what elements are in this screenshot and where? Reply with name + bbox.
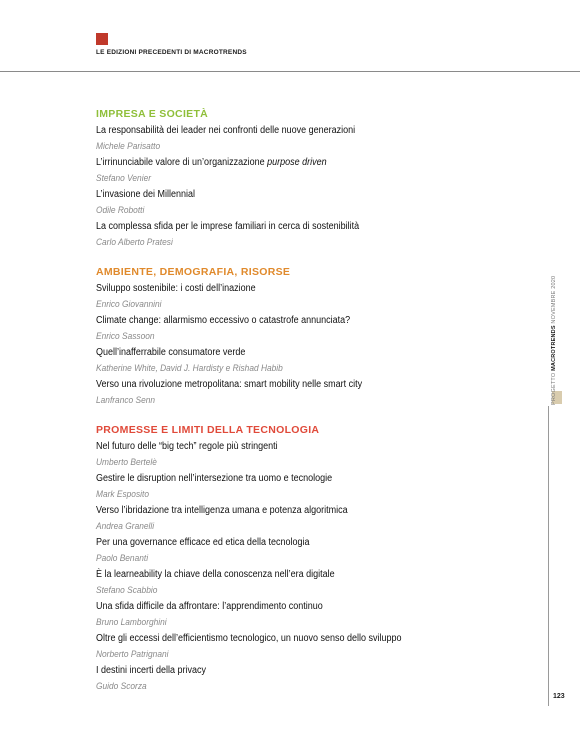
footer-brand: MACROTRENDS (551, 325, 557, 371)
article-author: Mark Esposito (96, 489, 149, 500)
article-title: Climate change: allarmismo eccessivo o catastrofe annunciata? (96, 315, 351, 326)
article-title: Verso l’ibridazione tra intelligenza umana e potenza algoritmica (96, 505, 348, 516)
table-of-contents (96, 107, 536, 709)
article-title: È la learneability la chiave della conoscenza nell’era digitale (96, 569, 335, 580)
article-title: Una sfida difficile da affrontare: l’apprendimento continuo (96, 601, 323, 612)
article-title: La responsabilità dei leader nei confronti delle nuove generazioni (96, 125, 356, 136)
article-author: Umberto Bertelè (96, 457, 157, 468)
running-footer (551, 276, 557, 405)
article-title: La complessa sfida per le imprese familiari in cerca di sostenibilità (96, 221, 360, 232)
article-author: Guido Scorza (96, 681, 147, 692)
section-title: IMPRESA E SOCIETÀ (96, 108, 209, 120)
header-divider (0, 71, 580, 72)
section-title: AMBIENTE, DEMOGRAFIA, RISORSE (96, 266, 291, 278)
article-title: I destini incerti della privacy (96, 665, 207, 676)
article-author: Lanfranco Senn (96, 395, 156, 406)
article-title: Quell’inafferrabile consumatore verde (96, 347, 246, 358)
article-author: Paolo Benanti (96, 553, 149, 564)
article-author: Norberto Patrignani (96, 649, 169, 660)
article-title: Gestire le disruption nell’intersezione tra uomo e tecnologie (96, 473, 333, 484)
article-author: Odile Robotti (96, 205, 145, 216)
article-author: Stefano Scabbio (96, 585, 158, 596)
article-title: Nel futuro delle “big tech” regole più stringenti (96, 441, 278, 452)
article-author: Carlo Alberto Pratesi (96, 237, 173, 248)
article-author: Stefano Venier (96, 173, 151, 184)
article-title: Verso una rivoluzione metropolitana: smart mobility nelle smart city (96, 379, 363, 390)
footer-edition: NOVEMBRE 2020 (551, 275, 557, 324)
footer-prefix: PROGETTO (551, 372, 557, 405)
side-divider (548, 406, 549, 706)
section-title: PROMESSE E LIMITI DELLA TECNOLOGIA (96, 424, 320, 436)
series-label: LE EDIZIONI PRECEDENTI DI MACROTRENDS (96, 49, 247, 56)
section (96, 423, 536, 695)
article-title-text: L’irrinunciabile valore di un’organizzazione (96, 157, 268, 168)
article-title: Sviluppo sostenibile: i costi dell’inazione (96, 283, 256, 294)
article-author: Enrico Sassoon (96, 331, 155, 342)
article-author: Katherine White, David J. Hardisty e Rishad Habib (96, 363, 283, 374)
article-title (96, 155, 492, 171)
article-author: Bruno Lamborghini (96, 617, 167, 628)
article-title: L’invasione dei Millennial (96, 189, 196, 200)
article-author: Andrea Granelli (96, 521, 155, 532)
article-title: Oltre gli eccessi dell’efficientismo tecnologico, un nuovo senso dello sviluppo (96, 633, 402, 644)
article-title-italic: purpose driven (267, 157, 327, 168)
section (96, 265, 536, 409)
article-author: Enrico Giovannini (96, 299, 162, 310)
section (96, 107, 536, 251)
page-number: 123 (553, 693, 565, 700)
brand-square (96, 33, 108, 45)
article-title: Per una governance efficace ed etica della tecnologia (96, 537, 310, 548)
article-author: Michele Parisatto (96, 141, 161, 152)
